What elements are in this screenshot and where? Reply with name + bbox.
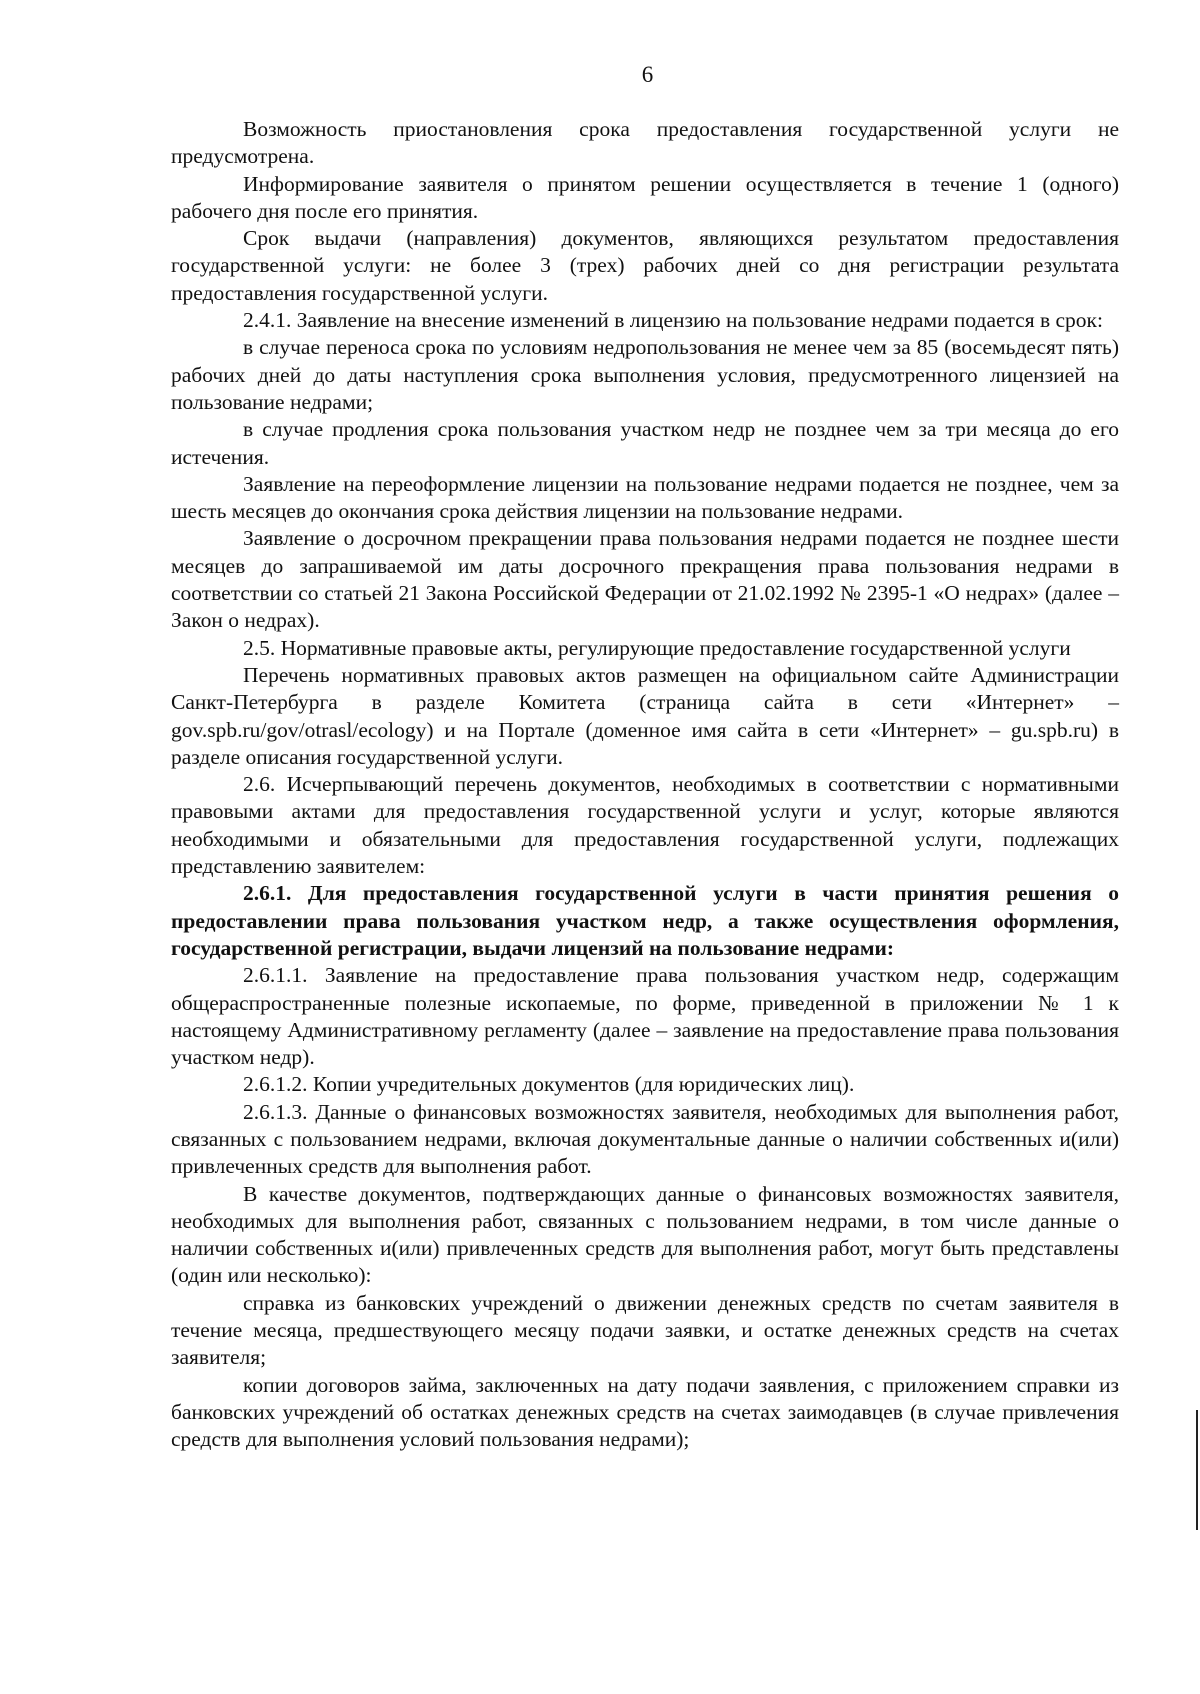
paragraph-2-6-1-3: 2.6.1.3. Данные о финансовых возможностях заявителя, необходимых для выполнения работ, связанных с пользованием недрами, включая документальные данные о наличии собственных и(или) привлеченных средств для выполнения работ. bbox=[171, 1099, 1119, 1179]
paragraph-loan-agreements: копии договоров займа, заключенных на дату подачи заявления, с приложением справки из банковских учреждений об остатках денежных средств на счетах заимодавцев (в случае привлечения средств для выполнения условий пользования недрами); bbox=[171, 1372, 1119, 1452]
paragraph-2-6: 2.6. Исчерпывающий перечень документов, необходимых в соответствии с нормативными правовыми актами для предоставления государственной услуги и услуг, которые являются необходимыми и обязательными для предоставления государственной услуги, подлежащих представлению заявителем: bbox=[171, 772, 1119, 879]
paragraph-suspension: Возможность приостановления срока предоставления государственной услуги не предусмотрена. bbox=[171, 117, 1119, 169]
paragraph-early-termination: Заявление о досрочном прекращении права пользования недрами подается не позднее шести месяцев до запрашиваемой им даты досрочного прекращения права пользования недрами в соответствии со статьей 21 Закона Российской Федерации от 21.02.1992 № 2395-1 «О недрах» (далее – Закон о недрах). bbox=[171, 526, 1119, 633]
page-number: 6 bbox=[641, 62, 654, 87]
paragraph-reissue: Заявление на переоформление лицензии на пользование недрами подается не позднее, чем за шесть месяцев до окончания срока действия лицензии на пользование недрами. bbox=[171, 471, 1119, 524]
scan-edge-mark bbox=[1196, 1410, 1198, 1530]
paragraph-term-extension: в случае продления срока пользования участком недр не позднее чем за три месяца до его истечения. bbox=[171, 417, 1119, 469]
paragraph-financial-documents: В качестве документов, подтверждающих данные о финансовых возможностях заявителя, необходимых для выполнения работ, связанных с пользованием недрами, в том числе данные о наличии собственных и(или) привлеченных средств для выполнения работ, могут быть представлены (один или несколько): bbox=[171, 1181, 1119, 1288]
paragraph-2-6-1-heading: 2.6.1. Для предоставления государственной услуги в части принятия решения о предоставлении права пользования участком недр, а также осуществления оформления, государственной регистрации, выдачи лицензий на пользование недрами: bbox=[171, 881, 1119, 960]
paragraph-term-transfer: в случае переноса срока по условиям недропользования не менее чем за 85 (восемьдесят пять) рабочих дней до даты наступления срока выполнения условия, предусмотренного лицензией на пользование недрами; bbox=[171, 335, 1119, 414]
paragraph-bank-statement: справка из банковских учреждений о движении денежных средств по счетам заявителя в течение месяца, предшествующего месяцу подачи заявки, и остатке денежных средств на счетах заявителя; bbox=[171, 1290, 1119, 1370]
paragraph-legal-acts-list: Перечень нормативных правовых актов размещен на официальном сайте Администрации Санкт-Петербурга в разделе Комитета (страница сайта в сети «Интернет» – gov.spb.ru/gov/otrasl/ecology) и на Портале (доменное имя сайта в сети «Интернет» – gu.spb.ru) в разделе описания государственной услуги. bbox=[171, 662, 1119, 769]
paragraph-2-6-1-2: 2.6.1.2. Копии учредительных документов (для юридических лиц). bbox=[243, 1072, 855, 1097]
paragraph-2-5: 2.5. Нормативные правовые акты, регулирующие предоставление государственной услуги bbox=[243, 635, 1071, 660]
document-body bbox=[171, 116, 1119, 1454]
paragraph-2-6-1-1: 2.6.1.1. Заявление на предоставление права пользования участком недр, содержащим общераспространенные полезные ископаемые, по форме, приведенной в приложении № 1 к настоящему Административному регламенту (далее – заявление на предоставление права пользования участком недр). bbox=[171, 963, 1119, 1070]
paragraph-2-4-1: 2.4.1. Заявление на внесение изменений в лицензию на пользование недрами подается в срок: bbox=[243, 308, 1103, 333]
paragraph-issue-term: Срок выдачи (направления) документов, являющихся результатом предоставления государственной услуги: не более 3 (трех) рабочих дней со дня регистрации результата предоставления государственной услуги. bbox=[171, 226, 1119, 305]
paragraph-informing: Информирование заявителя о принятом решении осуществляется в течение 1 (одного) рабочего дня после его принятия. bbox=[171, 171, 1119, 223]
